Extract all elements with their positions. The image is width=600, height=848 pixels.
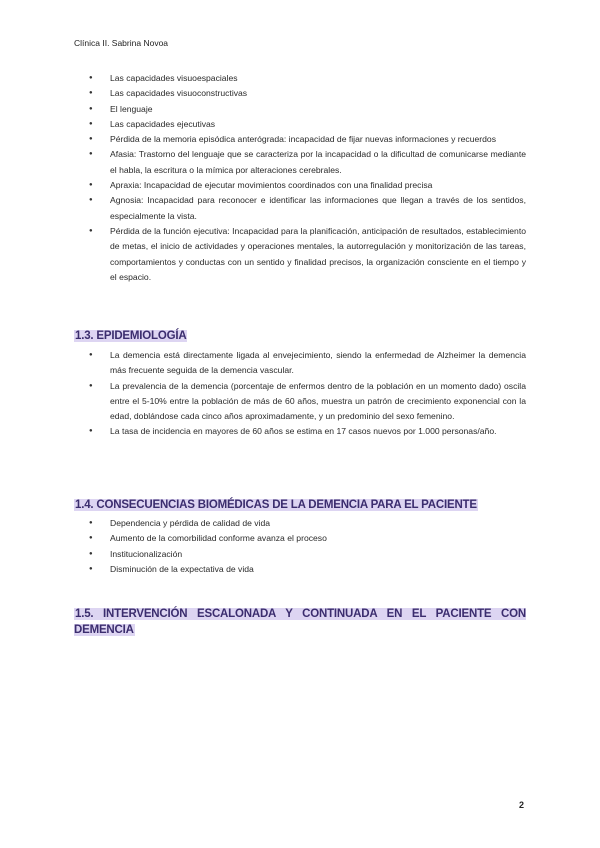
epidemiology-list xyxy=(74,348,526,440)
list-item: ● Apraxia: Incapacidad de ejecutar movimientos coordinados con una finalidad precisa xyxy=(74,178,526,193)
list-item: ● Las capacidades ejecutivas xyxy=(74,117,526,132)
page-number: 2 xyxy=(518,800,524,810)
list-item: ● Las capacidades visuoespaciales xyxy=(74,71,526,86)
list-item: ● La tasa de incidencia en mayores de 60 años se estima en 17 casos nuevos por 1.000 personas/año. xyxy=(74,424,526,439)
heading-text: 1.4. CONSECUENCIAS BIOMÉDICAS DE LA DEMENCIA PARA EL PACIENTE xyxy=(75,499,477,511)
heading-text: 1.3. EPIDEMIOLOGÍA xyxy=(75,330,187,342)
heading-text: 1.5. INTERVENCIÓN ESCALONADA Y CONTINUADA EN EL PACIENTE CON DEMENCIA xyxy=(74,608,526,636)
list-item: ● Institucionalización xyxy=(74,547,526,562)
list-item: ● Pérdida de la memoria episódica anterógrada: incapacidad de fijar nuevas informaciones y recuerdos xyxy=(74,132,526,147)
section-heading-intervencion xyxy=(74,606,526,638)
list-item: ● Afasia: Trastorno del lenguaje que se caracteriza por la incapacidad o la dificultad de comunicarse mediante el habla, la escritura o la mímica por alteraciones cerebrales. xyxy=(74,147,526,178)
list-item: ● Agnosia: Incapacidad para reconocer e identificar las informaciones que llegan a través de los sentidos, especialmente la vista. xyxy=(74,193,526,224)
list-item: ● El lenguaje xyxy=(74,102,526,117)
list-item: ● Disminución de la expectativa de vida xyxy=(74,562,526,577)
section-heading-epidemiologia xyxy=(74,330,187,342)
list-item: ● La demencia está directamente ligada al envejecimiento, siendo la enfermedad de Alzheimer la demencia más frecuente seguida de la demencia vascular. xyxy=(74,348,526,379)
list-item: ● Pérdida de la función ejecutiva: Incapacidad para la planificación, anticipación de resultados, establecimiento de metas, el inicio de actividades y operaciones mentales, la autorregulación y monitorización de las tareas, comportamientos y conductas con un sentido y finalidad precisos, la organización consciente en el tiempo y el espacio. xyxy=(74,224,526,285)
section-heading-consecuencias xyxy=(74,499,478,511)
list-item: ● Aumento de la comorbilidad conforme avanza el proceso xyxy=(74,531,526,546)
list-item: ● Las capacidades visuoconstructivas xyxy=(74,86,526,101)
page-header: Clínica II. Sabrina Novoa xyxy=(74,38,169,48)
cognitive-deficits-list xyxy=(74,71,526,285)
list-item: ● Dependencia y pérdida de calidad de vida xyxy=(74,516,526,531)
list-item: ● La prevalencia de la demencia (porcentaje de enfermos dentro de la población en un momento dado) oscila entre el 5-10% entre la población de más de 60 años, muestra un patrón de crecimiento exponencial con la edad, doblándose cada cinco años aproximadamente, y un predominio del sexo femenino. xyxy=(74,379,526,425)
consequences-list xyxy=(74,516,526,577)
